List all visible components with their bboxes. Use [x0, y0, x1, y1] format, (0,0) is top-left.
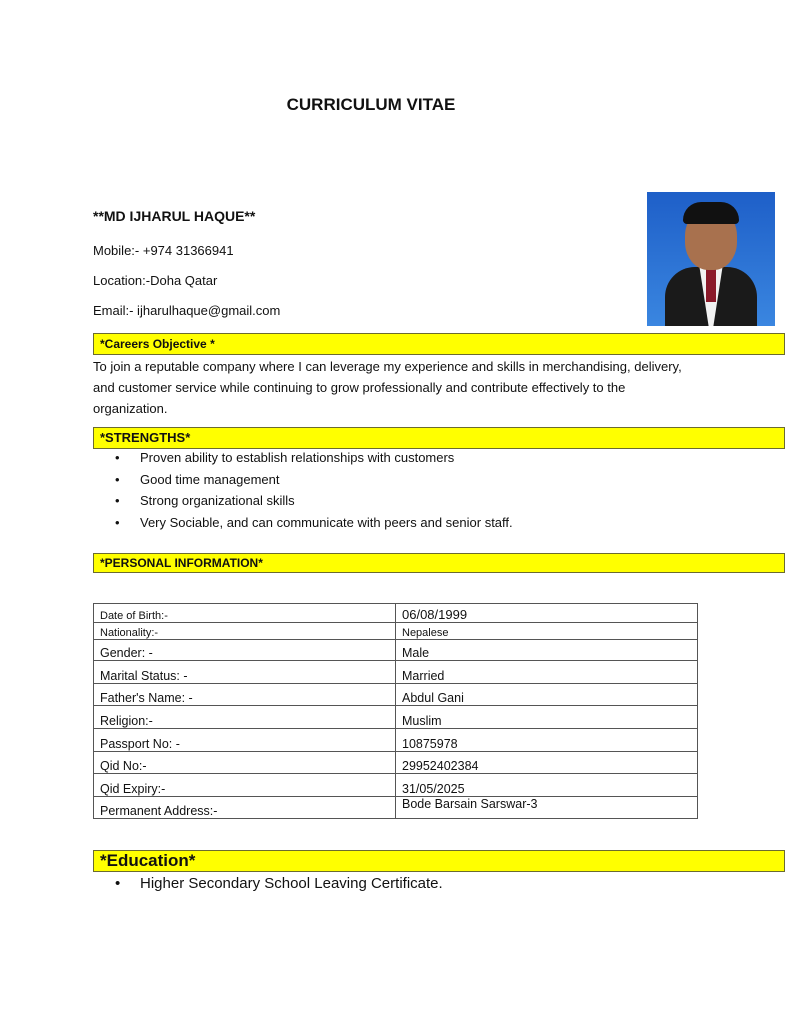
list-item: • Very Sociable, and can communicate with peers and senior staff. — [115, 512, 513, 534]
table-row — [94, 684, 698, 706]
row-label: Date of Birth:- — [94, 604, 396, 623]
row-label: Passport No: - — [94, 729, 396, 752]
mobile: Mobile:- +974 31366941 — [93, 243, 234, 258]
list-item: • Proven ability to establish relationships with customers — [115, 447, 513, 469]
table-row — [94, 706, 698, 729]
row-label: Qid Expiry:- — [94, 774, 396, 797]
row-value: 29952402384 — [396, 752, 698, 774]
personal-info-heading: *PERSONAL INFORMATION* — [93, 553, 785, 573]
document-title: CURRICULUM VITAE — [286, 95, 456, 114]
careers-objective-heading: *Careers Objective * — [93, 333, 785, 355]
table-row — [94, 661, 698, 684]
row-value: 31/05/2025 — [396, 774, 698, 797]
table-row — [94, 729, 698, 752]
table-row — [94, 752, 698, 774]
education-heading: *Education* — [93, 850, 785, 872]
row-label: Religion:- — [94, 706, 396, 729]
row-label: Gender: - — [94, 640, 396, 661]
profile-photo — [647, 192, 775, 326]
row-label: Father's Name: - — [94, 684, 396, 706]
objective-text: To join a reputable company where I can leverage my experience and skills in merchandising, delivery, and customer service while continuing to grow professionally and contribute effectively to the organization. — [93, 359, 682, 416]
row-value: Male — [396, 640, 698, 661]
location: Location:-Doha Qatar — [93, 273, 218, 288]
row-label: Permanent Address:- — [94, 797, 396, 819]
list-item: • Good time management — [115, 469, 513, 491]
row-value: 06/08/1999 — [396, 604, 698, 623]
row-value: 10875978 — [396, 729, 698, 752]
row-label: Marital Status: - — [94, 661, 396, 684]
table-row — [94, 604, 698, 623]
table-row — [94, 623, 698, 640]
strengths-heading: *STRENGTHS* — [93, 427, 785, 449]
row-value: Married — [396, 661, 698, 684]
row-value: Muslim — [396, 706, 698, 729]
row-label: Nationality:- — [94, 623, 396, 640]
row-value: Abdul Gani — [396, 684, 698, 706]
personal-info-table — [93, 603, 698, 819]
list-item: • Higher Secondary School Leaving Certificate. — [115, 873, 443, 895]
education-list — [115, 873, 443, 895]
list-item: • Strong organizational skills — [115, 490, 513, 512]
email: Email:- ijharulhaque@gmail.com — [93, 303, 281, 318]
table-row — [94, 640, 698, 661]
table-row — [94, 774, 698, 797]
row-value: Bode Barsain Sarswar-3 — [396, 797, 698, 819]
row-value: Nepalese — [396, 623, 698, 640]
row-label: Qid No:- — [94, 752, 396, 774]
table-row — [94, 797, 698, 819]
candidate-name: **MD IJHARUL HAQUE** — [93, 208, 256, 224]
strengths-list — [115, 447, 513, 533]
